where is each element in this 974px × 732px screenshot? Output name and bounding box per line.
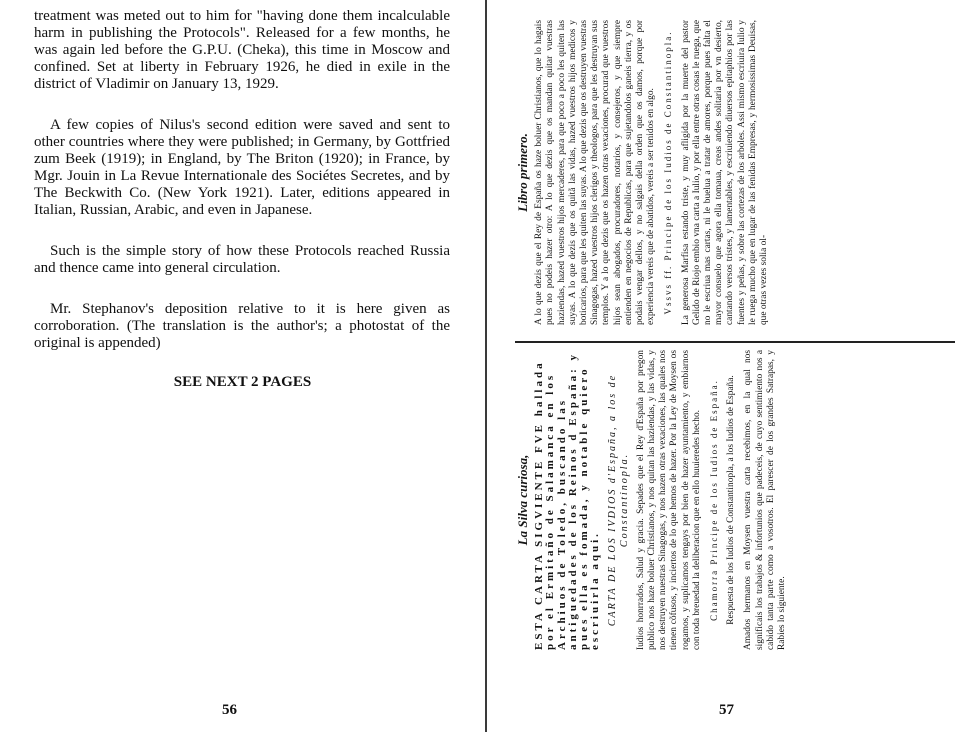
paragraph-4: Mr. Stephanov's deposition relative to it is here given as corroboration. (The translation is the author's; a photostat of the original is appended) [34, 301, 450, 351]
left-page-text [34, 8, 450, 376]
page-number-right: 57 [719, 702, 734, 718]
left-page [0, 0, 485, 732]
paragraph-1: treatment was meted out to him for "having done them incalculable harm in publishing the Protocols". Released for a few months, he was again led before the G.P.U. (Cheka), this time in Moscow and confined. Set at liberty in February 1926, he died in exile in the district of Vladimir on January 13, 1929. [34, 8, 450, 92]
paragraph-2: A few copies of Nilus's second edition were saved and sent to other countries where they were published; in Germany, by Gottfried zum Beek (1919); in England, by The Briton (1920); in France, by Mgr. Jouin in La Revue Internationale des Sociétes Secretes, and by The Beckwith Co. (New York 1921). Later, editions appeared in Italian, Russian, Arabic, and even in Japanese. [34, 117, 450, 218]
page-number-left: 56 [222, 702, 237, 718]
facsimile-divider [515, 341, 955, 343]
facsimile-bottom-reply: Amados hermanos en Moysen vuestra carta recebimos, en la qual nos significais los trabajos & infortunios que padeceis, de cuyo sentimiento nos a cabido tanta parte como a vosotros. El parescer de los grandes Satrapas, y Rabies lo siguiente. [743, 350, 788, 650]
facsimile-bottom-body: Iudios honrrados, Salud y gracia. Sepades que el Rey d'España por pregon publico nos haze boluer Christianos, y nos quitan las haziendas, y las vidas, y nos destruyen nuestras Sinagogas, y nos hazen otras vexaciones, las quales nos tienen cõfusos, y inciertos de lo que hemos de hazer. Por la Ley de Moysen os rogamos, y suplicamos tengays por bien de hazer ayuntamiento, y embiarnos con toda breuedad la deliberacion que en ello huuieredes hecho. [635, 350, 702, 650]
see-next-notice: SEE NEXT 2 PAGES [173, 374, 312, 390]
right-page [487, 0, 974, 732]
facsimile-top-running-head: Libro primero. [515, 133, 530, 212]
facsimile-bottom-signoff: Chamorra Principe de los Iudios de España. [709, 379, 720, 621]
paragraph-3: Such is the simple story of how these Protocols reached Russia and thence came into general circulation. [34, 243, 450, 276]
facsimile-top-signoff: Vssvs ff. Principe de los Iudios de Constantinopla. [663, 30, 674, 315]
facsimile-bottom-reply-title: Respuesta de los Iudios de Constantinopla, a los Iudios de España. [726, 375, 737, 625]
facsimile-top-column-2: La generosa Marfisa estando triste, y muy afligida por la muerte del pastor Gelido de Riojo embio vna carta a Iulio, y por ella entre otras cosas le ruega, que no le escriua mas cartas, ni le buelua a tratar de amores, porque pues falta el mayor consuelo que agora ella tomaua, creas andes solitaria por vn desierto, cantando versos tristes, y lamentables, y escriuiendo diuersos epitaphios por las fuentes y peñas, y sobre las cortezas de los arboles. Assi mismo escriuira Iulio y le ruega mucho que en lugar de las fenidas Empresas, y hermosissimas Deuisas, que otras vezes solia ol- [680, 20, 770, 325]
facsimile-top-column-1: A lo que dezis que el Rey de España os haze boluer Christianos, que lo hagais pues no podeis hazer otro: A lo que dezis que os mandan quitar vuestras haziendas, hazed vuestros hijos mercaderes, para que poco a poco les quiten las suyas. A lo que dezis que os quitã las vidas, hazed vuestros hijos medicos y boticarios, para que les quiten las suyas. A lo que dezis que os destruyen vuestras Sinagogas, hazed vuestros hijos clerigos y theologos, para que les destruyan sus templos. Y a lo que dezis que os hazen otras vexaciones, procurad que vuestros hijos sean abogados, procuradores, notarios, y consejeros, y que siempre entienden en negocios de Republicas, para que sujetandolos ganeis tierra, y os podais vengar dellos, y no salgais della orden que os damos, porque por experiencia vereis que de abatidos, vereis a ser tenidos en algo. [534, 20, 657, 325]
facsimile-bottom [517, 350, 794, 650]
facsimile-bottom-running-head: La Silva curiosa, [515, 454, 530, 546]
facsimile-top [517, 20, 776, 325]
facsimile-bottom-letter-title: CARTA DE LOS IVDIOS d'España, a los de Constantinopla. [607, 373, 630, 627]
facsimile-bottom-intro: ESTA CARTA SIGVIENTE FVE hallada por el Ermitaño de Salamanca en los Archiuos de Toledo, buscando las antiguedades de los Reinos d España: y pues ella es fomada, y notable quiero escriuirla aqui. [533, 352, 602, 650]
